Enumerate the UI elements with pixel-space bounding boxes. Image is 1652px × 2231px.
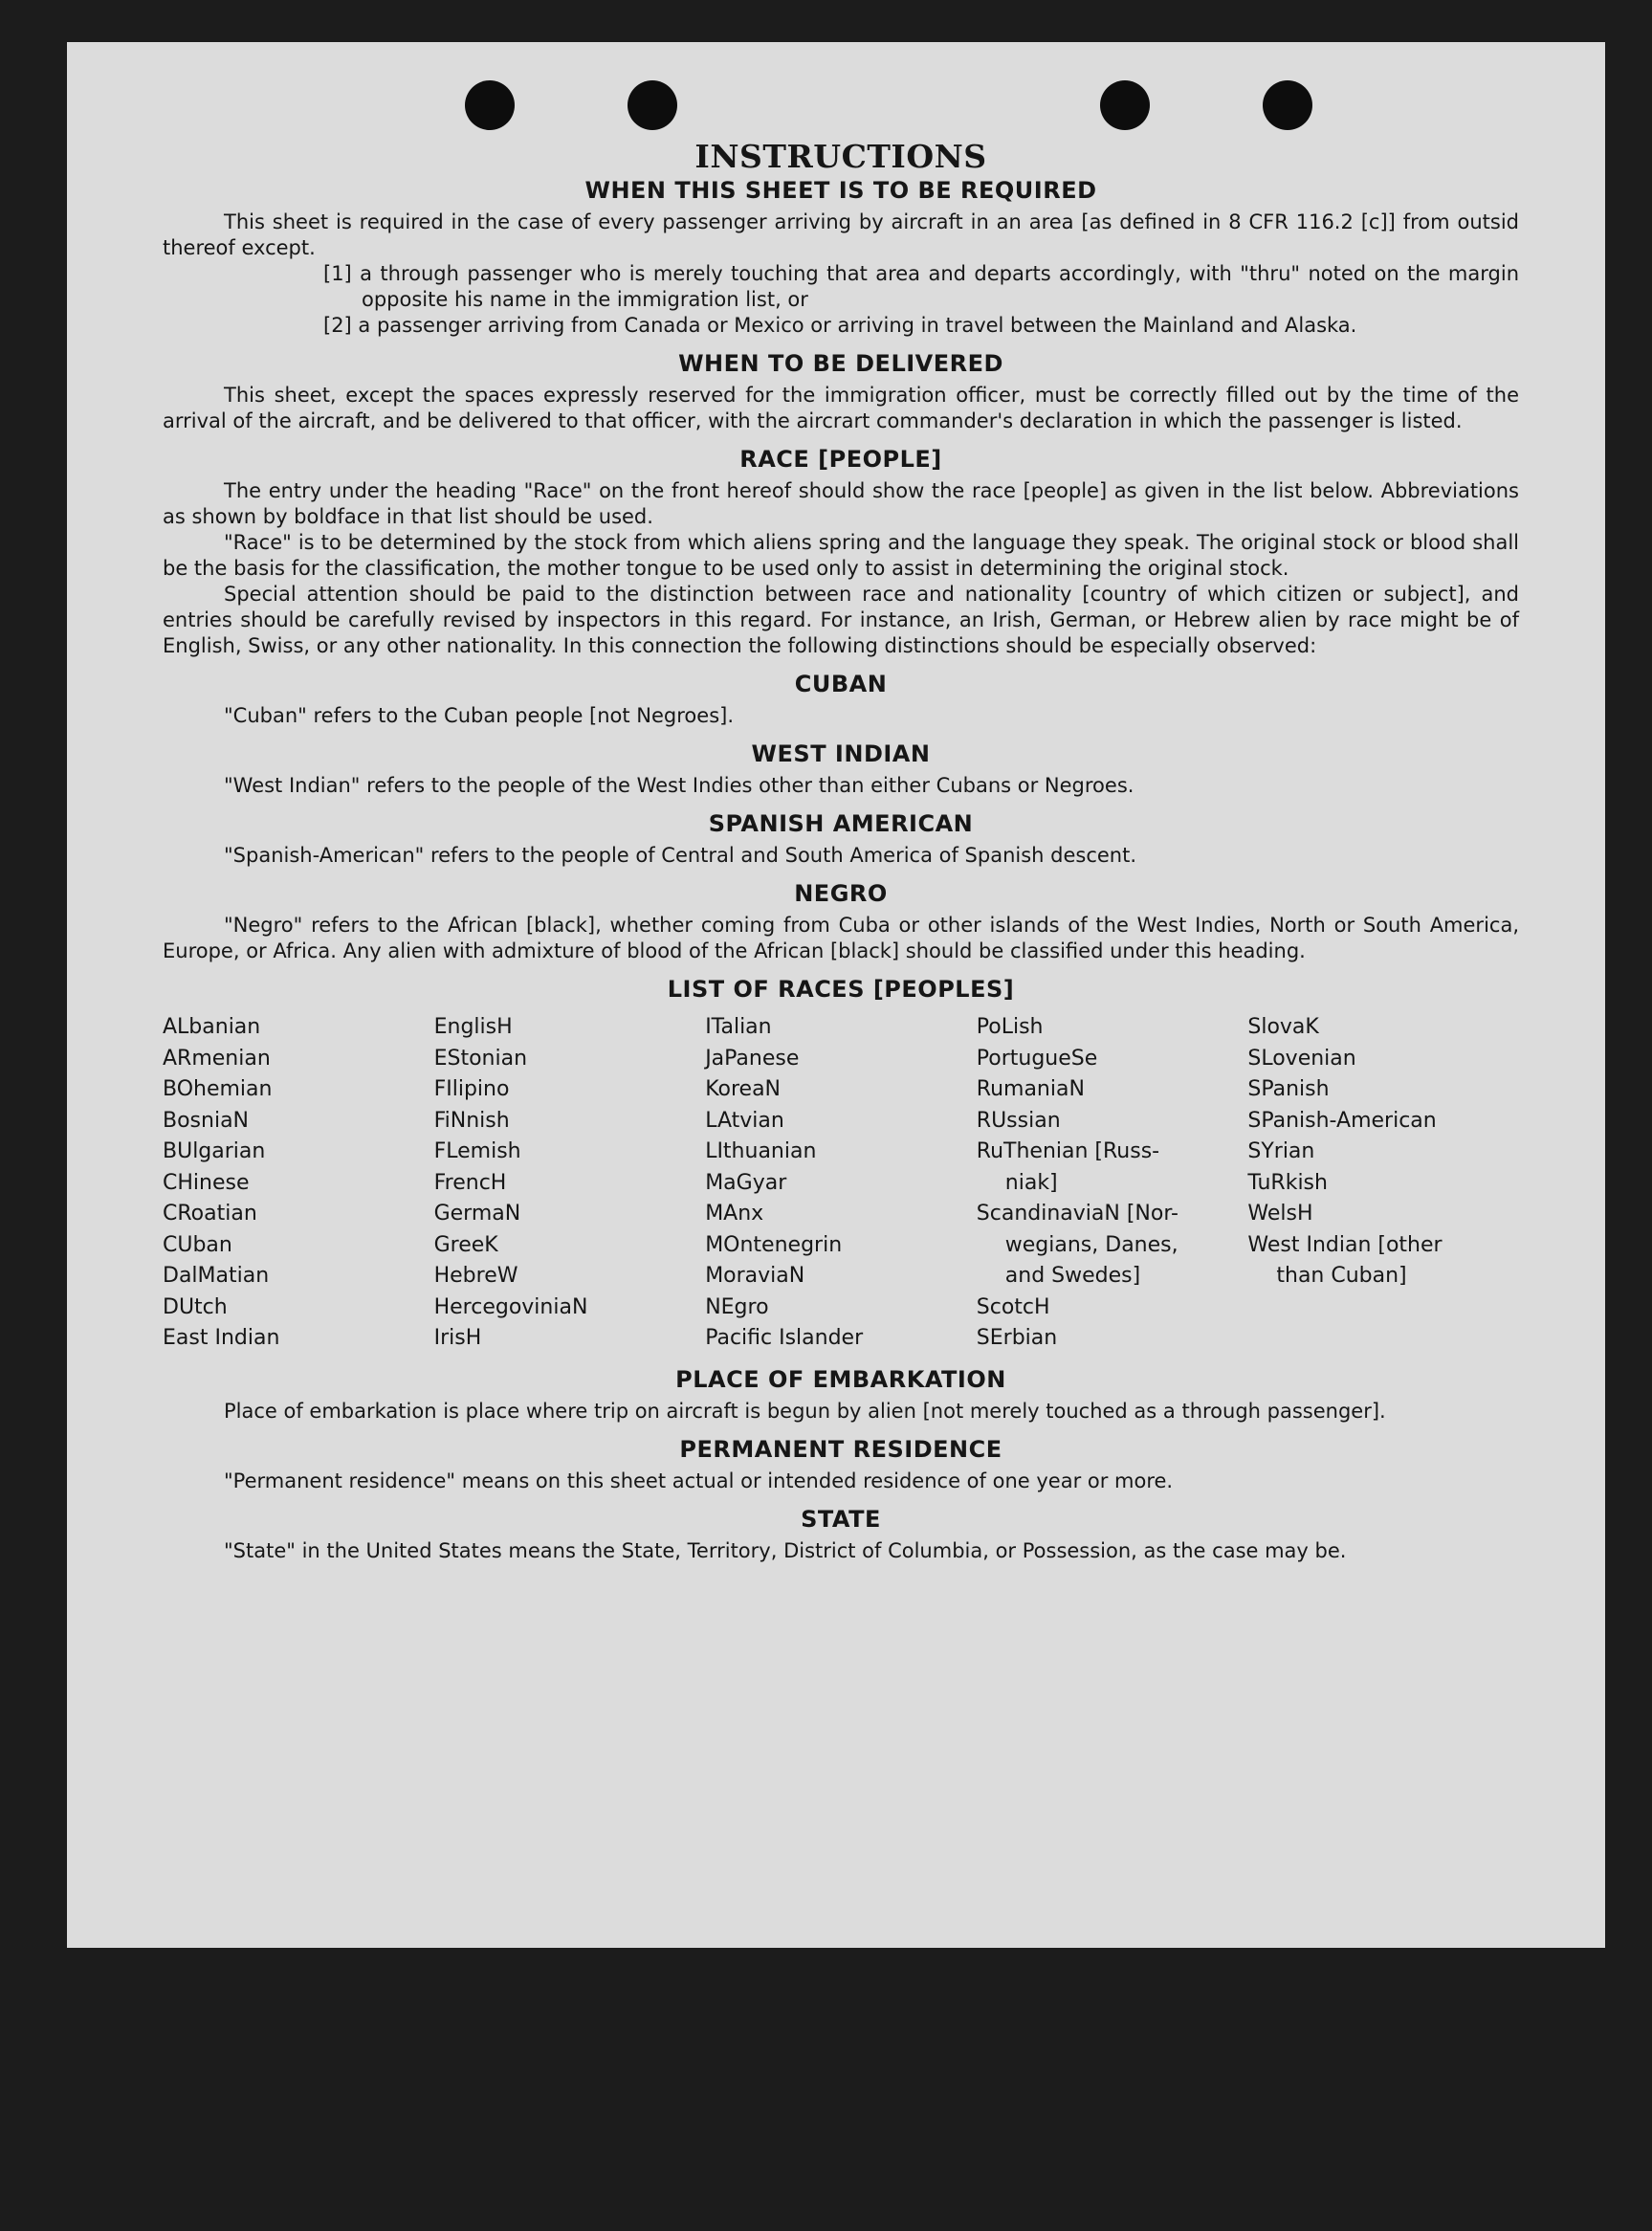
race-item: JaPanese bbox=[705, 1046, 800, 1071]
races-column-3 bbox=[705, 1012, 977, 1355]
race-item: ScandinaviaN [Nor- bbox=[976, 1202, 1178, 1226]
race-item: RuThenian [Russ- bbox=[976, 1139, 1160, 1163]
cuban-text: "Cuban" refers to the Cuban people [not Negroes]. bbox=[224, 704, 735, 727]
race-item: FiNnish bbox=[433, 1108, 510, 1133]
race-item: Pacific Islander bbox=[705, 1326, 864, 1350]
race-item-continued: niak] bbox=[1004, 1170, 1058, 1195]
embarkation-text: Place of embarkation is place where trip on aircraft is begun by alien [not merely touched as a through passenger]. bbox=[224, 1399, 1386, 1423]
race-item: CRoatian bbox=[163, 1202, 257, 1226]
spanish-american-text: "Spanish-American" refers to the people of Central and South America of Spanish descent. bbox=[224, 844, 1137, 867]
heading-delivered: WHEN TO BE DELIVERED bbox=[678, 350, 1003, 377]
heading-negro: NEGRO bbox=[794, 880, 888, 907]
race-item: SErbian bbox=[976, 1326, 1058, 1350]
race-item: NEgro bbox=[705, 1294, 769, 1319]
race-item: BUlgarian bbox=[163, 1139, 266, 1163]
races-list bbox=[163, 1012, 1519, 1355]
heading-embarkation: PLACE OF EMBARKATION bbox=[675, 1365, 1006, 1393]
punch-hole-2 bbox=[628, 80, 677, 130]
race-item: DalMatian bbox=[163, 1264, 270, 1288]
race-item: KoreaN bbox=[705, 1077, 782, 1101]
race-item: SPanish bbox=[1247, 1077, 1330, 1101]
race-item: GreeK bbox=[433, 1232, 498, 1257]
race-item: RUssian bbox=[976, 1108, 1061, 1133]
race-item: HercegoviniaN bbox=[433, 1294, 588, 1319]
race-item: DUtch bbox=[163, 1294, 228, 1319]
race-item: MAnx bbox=[705, 1202, 764, 1226]
race-item-continued: and Swedes] bbox=[1004, 1264, 1141, 1288]
race-item: FLemish bbox=[433, 1139, 521, 1163]
races-column-1 bbox=[163, 1012, 434, 1355]
race-item: SPanish-American bbox=[1247, 1108, 1437, 1133]
race-item-continued: than Cuban] bbox=[1276, 1264, 1407, 1288]
punch-hole-4 bbox=[1263, 80, 1312, 130]
race-item: WelsH bbox=[1247, 1202, 1313, 1226]
race-item: EStonian bbox=[433, 1046, 528, 1071]
race-paragraph-1: The entry under the heading "Race" on the front hereof should show the race [people] as given in the list below. Abbreviations as shown by boldface in that list should be used. bbox=[163, 479, 1519, 528]
race-item: LIthuanian bbox=[705, 1139, 817, 1163]
race-item: SLovenian bbox=[1247, 1046, 1356, 1071]
race-item: TuRkish bbox=[1247, 1170, 1328, 1195]
west-indian-text: "West Indian" refers to the people of the West Indies other than either Cubans or Negroes. bbox=[224, 774, 1134, 797]
race-item-continued: wegians, Danes, bbox=[1004, 1232, 1178, 1257]
race-item: West Indian [other bbox=[1247, 1232, 1443, 1257]
races-column-2 bbox=[434, 1012, 706, 1355]
heading-state: STATE bbox=[801, 1505, 881, 1533]
races-column-4 bbox=[977, 1012, 1248, 1355]
race-item: MOntenegrin bbox=[705, 1232, 843, 1257]
residence-text: "Permanent residence" means on this sheet actual or intended residence of one year or more. bbox=[224, 1469, 1174, 1492]
race-item: SYrian bbox=[1247, 1139, 1315, 1163]
required-intro: This sheet is required in the case of every passenger arriving by aircraft in an area [as defined in 8 CFR 116.2 [c]] from outsid thereof except. bbox=[163, 210, 1519, 259]
race-item: CHinese bbox=[163, 1170, 250, 1195]
race-item: ITalian bbox=[705, 1015, 772, 1039]
page-title: INSTRUCTIONS bbox=[694, 138, 987, 175]
race-item: MaGyar bbox=[705, 1170, 787, 1195]
race-item: CUban bbox=[163, 1232, 232, 1257]
instruction-sheet bbox=[67, 42, 1605, 1948]
race-item: RumaniaN bbox=[976, 1077, 1085, 1101]
race-item: IrisH bbox=[433, 1326, 482, 1350]
race-item: HebreW bbox=[433, 1264, 518, 1288]
required-item-1: [1] a through passenger who is merely touching that area and departs accordingly, with "thru" noted on the margin opposite his name in the immigration list, or bbox=[323, 262, 1519, 311]
heading-west-indian: WEST INDIAN bbox=[751, 740, 931, 767]
race-item: EnglisH bbox=[433, 1015, 513, 1039]
race-item: SlovaK bbox=[1247, 1015, 1319, 1039]
race-item: FIlipino bbox=[433, 1077, 510, 1101]
race-item: ARmenian bbox=[163, 1046, 271, 1071]
heading-cuban: CUBAN bbox=[794, 671, 888, 697]
race-item: GermaN bbox=[433, 1202, 521, 1226]
race-paragraph-3: Special attention should be paid to the distinction between race and nationality [country of which citizen or subject], and entries should be carefully revised by inspectors in this regard. For instance, an Irish, German, or Hebrew alien by race might be of English, Swiss, or any other nationality. In this connection the following distinctions should be especially observed: bbox=[163, 583, 1519, 657]
race-item: BOhemian bbox=[163, 1077, 273, 1101]
heading-spanish-american: SPANISH AMERICAN bbox=[708, 810, 974, 837]
state-text: "State" in the United States means the State, Territory, District of Columbia, or Possession, as the case may be. bbox=[224, 1538, 1347, 1562]
heading-race: RACE [PEOPLE] bbox=[739, 446, 942, 473]
races-column-5 bbox=[1247, 1012, 1519, 1355]
punch-hole-1 bbox=[465, 80, 515, 130]
heading-residence: PERMANENT RESIDENCE bbox=[679, 1435, 1002, 1463]
punch-hole-3 bbox=[1100, 80, 1150, 130]
delivered-text: This sheet, except the spaces expressly reserved for the immigration officer, must be correctly filled out by the time of the arrival of the aircraft, and be delivered to that officer, with the aircrart commander's declaration in which the passenger is listed. bbox=[163, 384, 1519, 432]
race-item: MoraviaN bbox=[705, 1264, 805, 1288]
race-item: East Indian bbox=[163, 1326, 280, 1350]
required-item-2: [2] a passenger arriving from Canada or Mexico or arriving in travel between the Mainland and Alaska. bbox=[323, 314, 1357, 337]
race-item: ALbanian bbox=[163, 1015, 261, 1039]
sheet-content bbox=[163, 138, 1519, 1564]
race-item: FrencH bbox=[433, 1170, 507, 1195]
heading-required: WHEN THIS SHEET IS TO BE REQUIRED bbox=[584, 177, 1097, 204]
race-item: PoLish bbox=[976, 1015, 1044, 1039]
race-item: ScotcH bbox=[976, 1294, 1050, 1319]
race-item: LAtvian bbox=[705, 1108, 784, 1133]
race-paragraph-2: "Race" is to be determined by the stock from which aliens spring and the language they speak. The original stock or blood shall be the basis for the classification, the mother tongue to be used only to assist in determining the original stock. bbox=[163, 531, 1519, 580]
negro-text: "Negro" refers to the African [black], whether coming from Cuba or other islands of the West Indies, North or South America, Europe, or Africa. Any alien with admixture of blood of the African [black] should be classified under this heading. bbox=[163, 914, 1519, 962]
race-item: PortugueSe bbox=[976, 1046, 1098, 1071]
heading-races-list: LIST OF RACES [PEOPLES] bbox=[667, 976, 1015, 1003]
race-item: BosniaN bbox=[163, 1108, 250, 1133]
